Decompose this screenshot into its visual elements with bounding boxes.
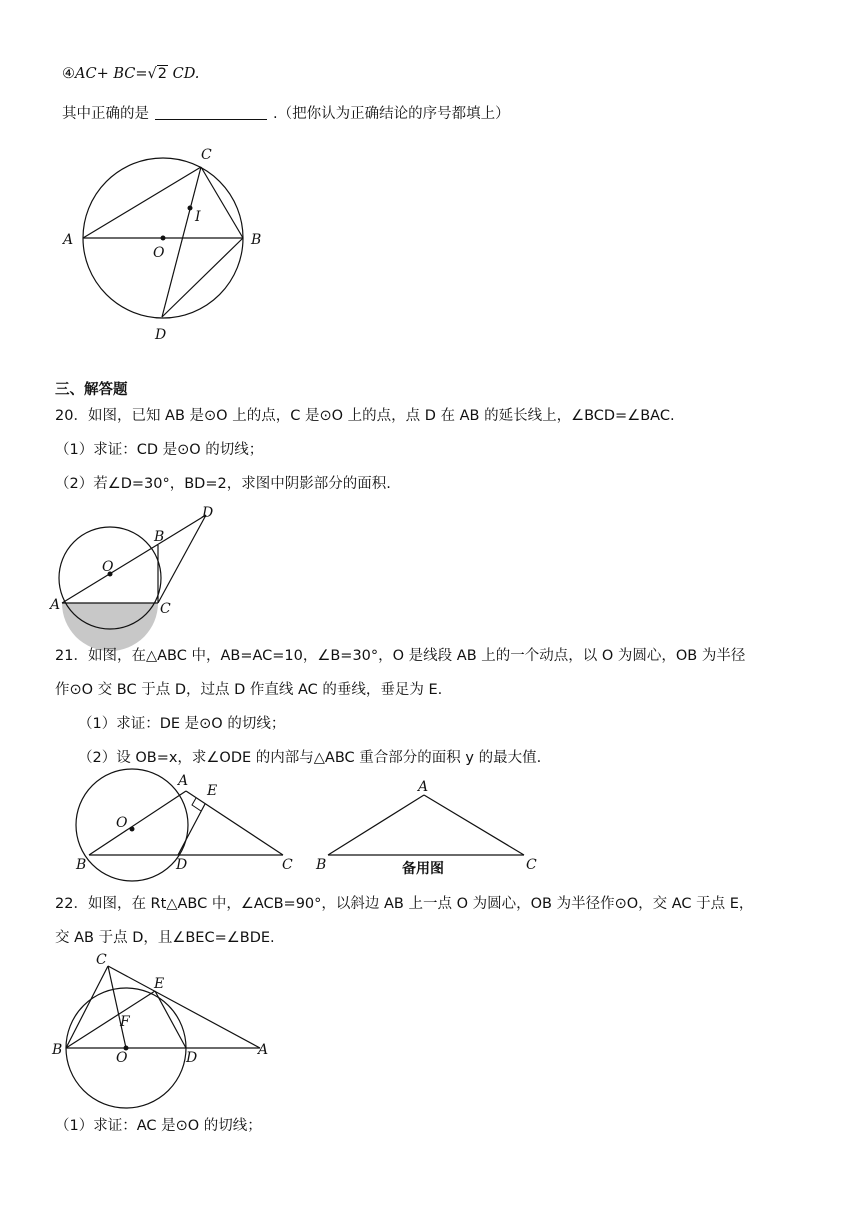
q21-part2: （2）设 OB=x，求∠ODE 的内部与△ABC 重合部分的面积 y 的最大值. — [78, 750, 542, 766]
answer-blank[interactable] — [155, 105, 267, 120]
q20-stem: 20．如图，已知 AB 是⊙O 上的点，C 是⊙O 上的点，点 D 在 AB 的延长线上，∠BCD=∠BAC. — [55, 408, 675, 424]
label-C: C — [282, 857, 293, 873]
radicand: 2 — [157, 66, 167, 82]
label-B: B — [154, 529, 165, 545]
label-A: A — [63, 232, 74, 248]
label-B: B — [52, 1042, 63, 1058]
label-C: C — [96, 952, 107, 968]
label-A: A — [258, 1042, 269, 1058]
figure-19 — [55, 145, 285, 345]
label-O: O — [116, 815, 128, 831]
q22-part1: （1）求证：AC 是⊙O 的切线； — [55, 1118, 262, 1134]
figure-20 — [48, 505, 228, 640]
caption: 备用图 — [402, 861, 444, 877]
label-F: F — [120, 1014, 130, 1030]
q19-prefix: 其中正确的是 — [62, 106, 149, 122]
q19-suffix: .（把你认为正确结论的序号都填上） — [273, 106, 510, 122]
label-A: A — [418, 779, 429, 795]
q21-stem-2: 作⊙O 交 BC 于点 D，过点 D 作直线 AC 的垂线，垂足为 E. — [55, 682, 443, 698]
item-rhs: CD. — [172, 66, 200, 82]
label-C: C — [160, 601, 171, 617]
label-A: A — [50, 597, 61, 613]
q19-answer-line — [62, 104, 510, 124]
label-D: D — [176, 857, 188, 873]
label-E: E — [207, 783, 218, 799]
label-B: B — [251, 232, 262, 248]
label-D: D — [186, 1050, 198, 1066]
label-D: D — [155, 327, 167, 343]
item-lhs: AC+ BC= — [75, 66, 148, 82]
label-C: C — [526, 857, 537, 873]
radical-sign: √ — [147, 66, 157, 82]
q21-part1: （1）求证：DE 是⊙O 的切线； — [78, 716, 286, 732]
item-marker: ④ — [62, 66, 75, 82]
q22-stem-2: 交 AB 于点 D，且∠BEC=∠BDE. — [55, 930, 275, 946]
q20-part2: （2）若∠D=30°，BD=2，求图中阴影部分的面积. — [55, 476, 391, 492]
label-C: C — [201, 147, 212, 163]
label-A: A — [178, 773, 189, 789]
figure-22 — [48, 950, 278, 1110]
label-B: B — [76, 857, 87, 873]
q20-part1: （1）求证：CD 是⊙O 的切线； — [55, 442, 264, 458]
label-O: O — [153, 245, 165, 261]
label-I: I — [195, 209, 201, 225]
q22-stem-1: 22．如图，在 Rt△ABC 中，∠ACB=90°，以斜边 AB 上一点 O 为圆心，OB 为半径作⊙O，交 AC 于点 E， — [55, 896, 754, 912]
label-B: B — [316, 857, 327, 873]
label-D: D — [202, 505, 214, 521]
item-4 — [62, 64, 199, 84]
figure-21b — [312, 775, 542, 875]
section-heading: 三、解答题 — [55, 382, 128, 398]
label-O: O — [116, 1050, 128, 1066]
figure-21a — [70, 775, 310, 875]
q21-stem-1: 21．如图，在△ABC 中，AB=AC=10，∠B=30°，O 是线段 AB 上的一个动点，以 O 为圆心，OB 为半径 — [55, 648, 746, 664]
label-O: O — [102, 559, 114, 575]
label-E: E — [154, 976, 165, 992]
